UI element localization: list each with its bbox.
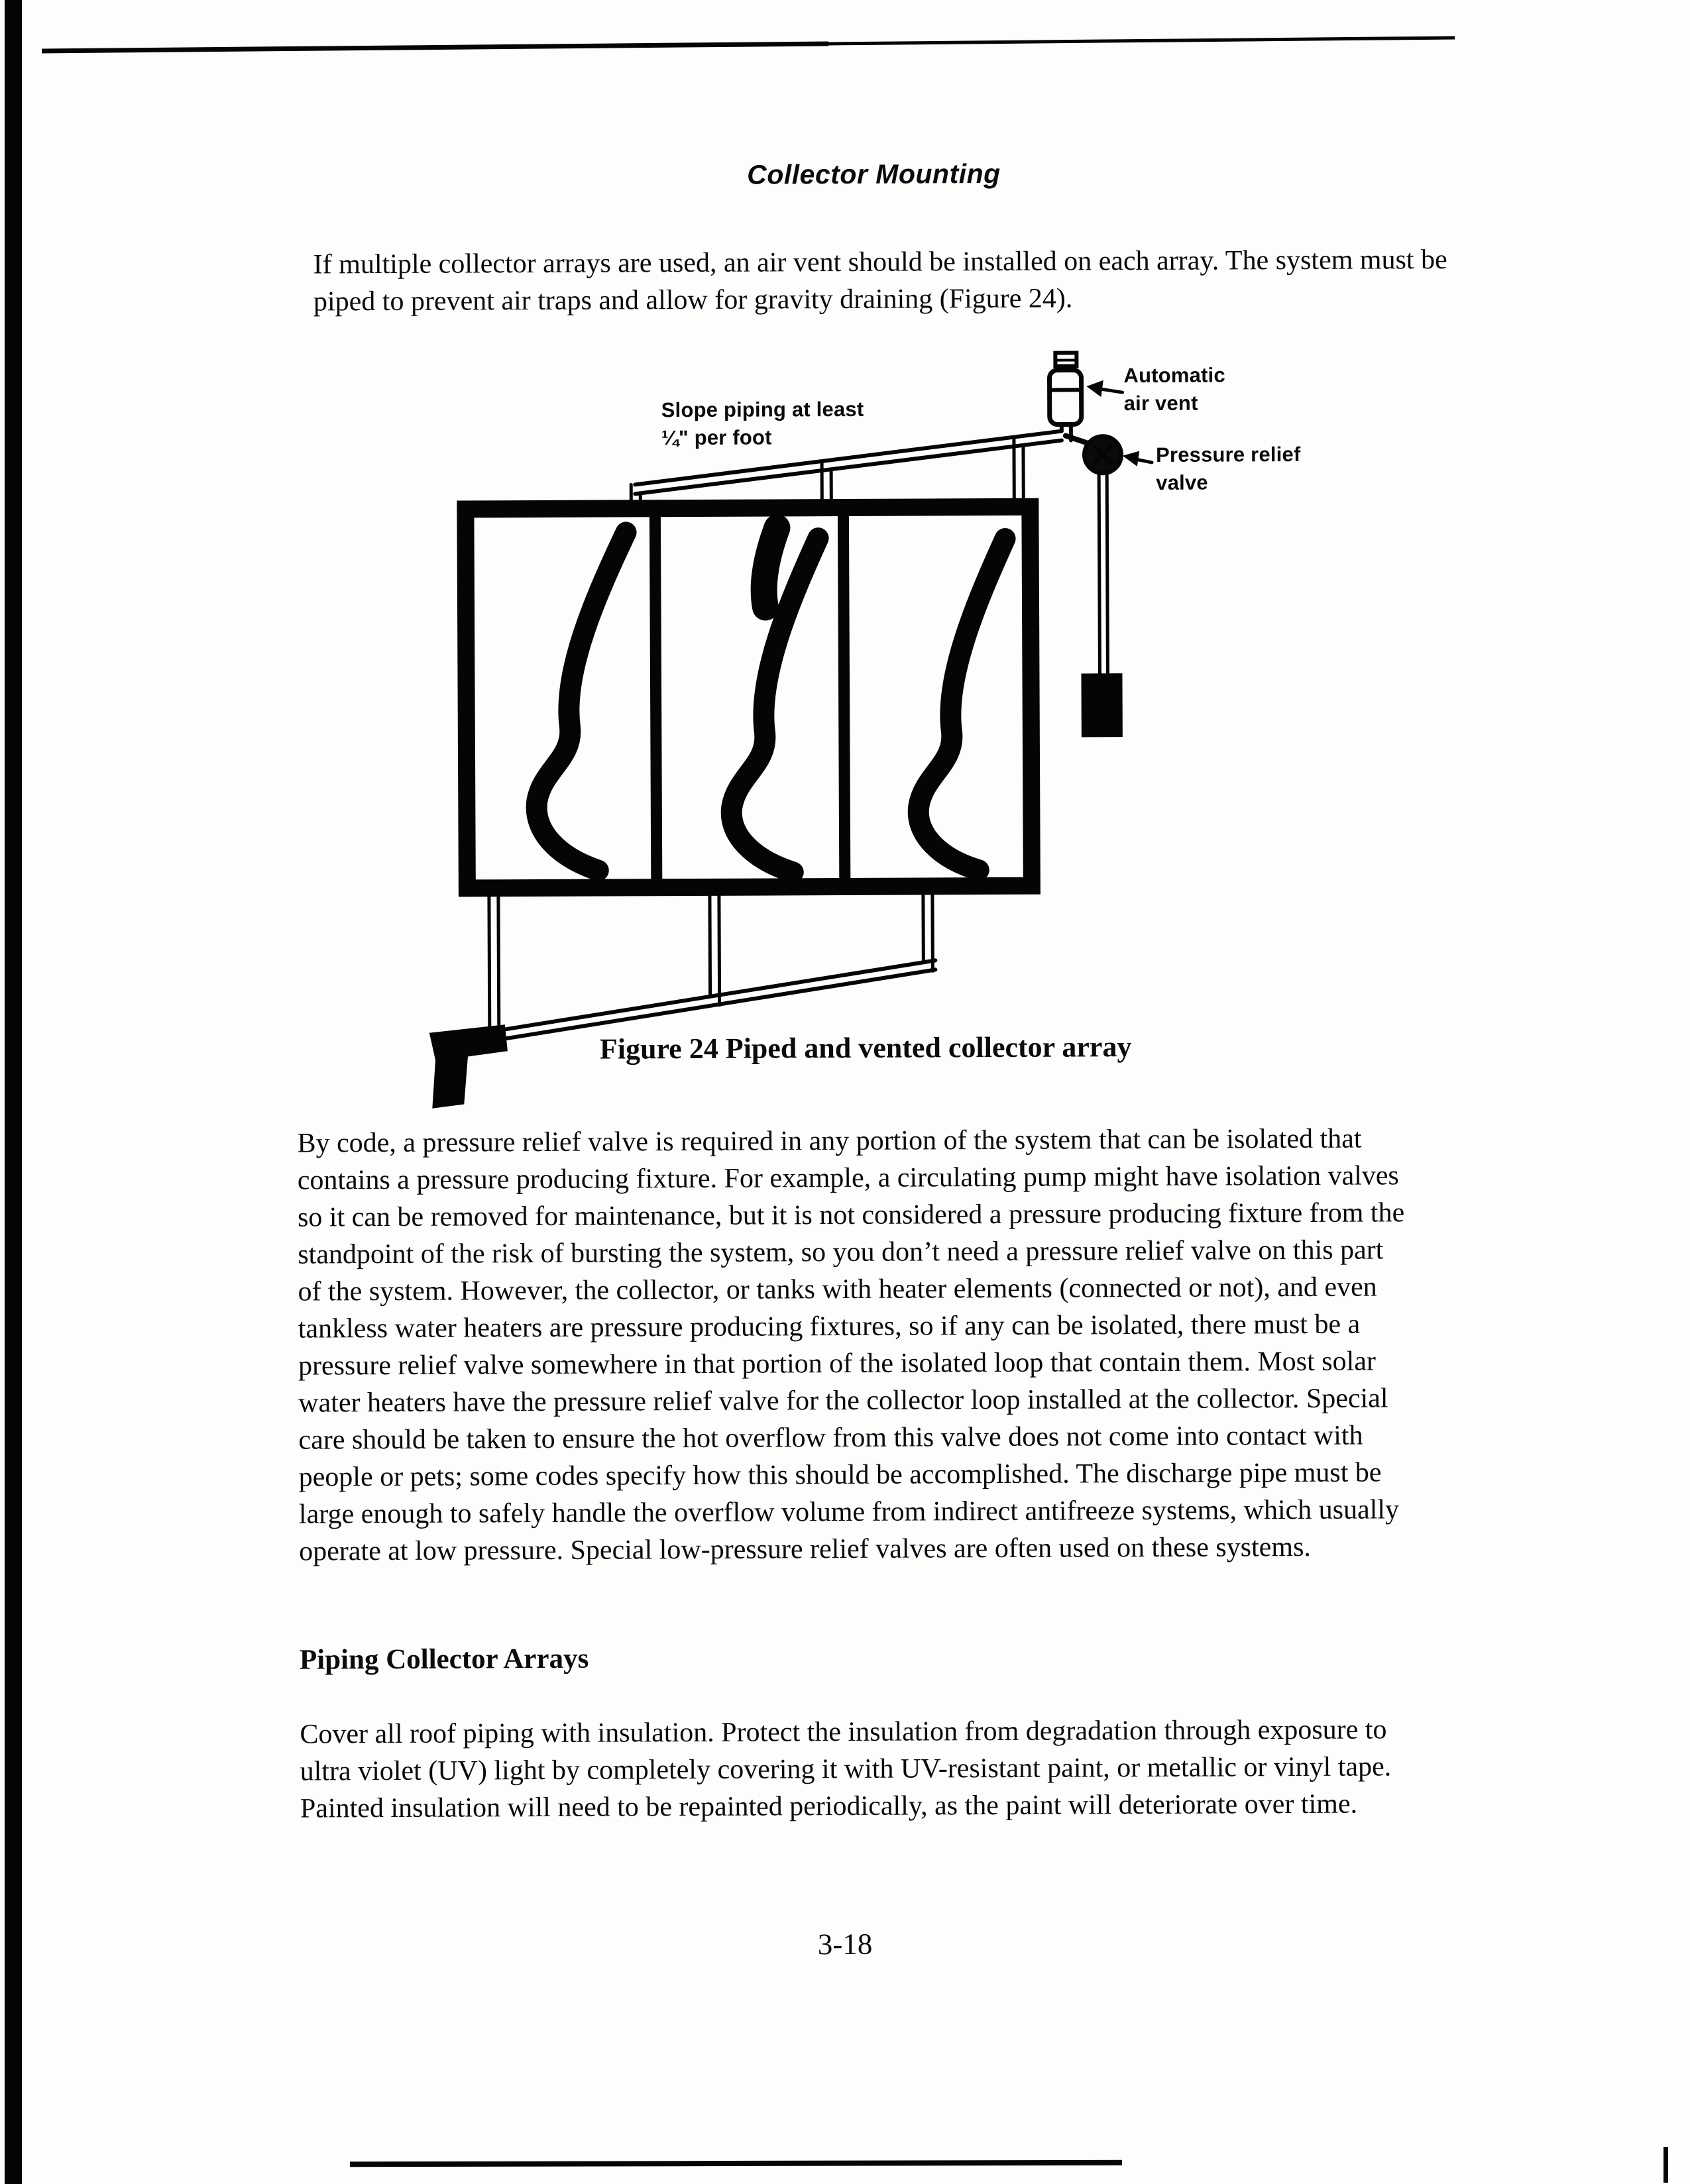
air-vent-icon xyxy=(1049,353,1123,440)
label-pressure-relief-valve: Pressure relief valve xyxy=(1155,442,1301,494)
pressure-relief-valve-icon xyxy=(1066,435,1152,474)
intro-paragraph: If multiple collector arrays are used, an air vent should be installed on each array. The system must be piped to prevent air traps and allow for gravity draining (Figure 24). xyxy=(313,245,1447,317)
page-title: Collector Mounting xyxy=(747,158,1001,190)
drain-pipe xyxy=(467,894,936,1044)
drain-elbow xyxy=(429,1024,508,1109)
body-paragraph: By code, a pressure relief valve is required in any portion of the system that can be isolated that contains a pressure producing fixture. For example, a circulating pump might have isolation valves so it can be removed for maintenance, but it is not considered a pressure producing fixture from the standpoint of the risk of bursting the system, so you don’t need a pressure relief valve on this part of the system. However, the collector, or tanks with heater elements (connected or not), and even tankless water heaters are pressure producing fixtures, so if any can be isolated, there must be a pressure relief valve somewhere in that portion of the isolated loop that contain them. Most solar water heaters have the pressure relief valve for the collector loop installed at the collector. Special care should be taken to ensure the hot overflow from this valve does not come into contact with people or pets; some codes specify how this should be accomplished. The discharge pipe must be large enough to safely handle the overflow volume from indirect antifreeze systems, which usually operate at low pressure. Special low-pressure relief valves are often used on these systems. xyxy=(297,1123,1405,1567)
label-slope-piping: Slope piping at least ¼" per foot xyxy=(661,397,864,450)
piping-paragraph: Cover all roof piping with insulation. Protect the insulation from degradation through exposure to ultra violet (UV) light by completely covering it with UV-resistant paint, or metallic or vinyl tape. Painted insulation will need to be repainted periodically, as the paint will deteriorate over time. xyxy=(300,1714,1392,1824)
label-automatic-air-vent: Automatic air vent xyxy=(1123,363,1225,415)
section-heading: Piping Collector Arrays xyxy=(299,1643,589,1676)
figure-caption: Figure 24 Piped and vented collector array xyxy=(599,1030,1132,1065)
absorber-stroke-2b xyxy=(763,527,777,607)
discharge-pipe xyxy=(1080,473,1123,737)
page-number: 3-18 xyxy=(817,1927,873,1961)
collector-panels xyxy=(465,507,1031,889)
